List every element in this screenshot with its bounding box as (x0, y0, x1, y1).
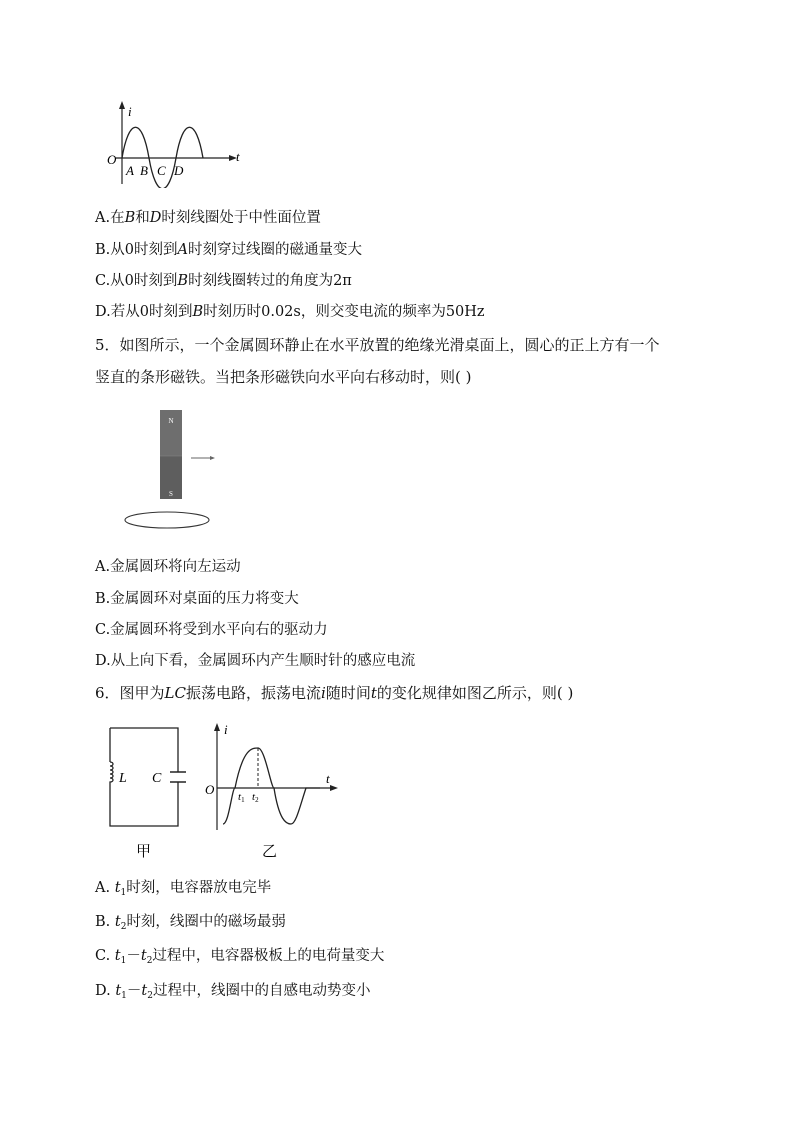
q5-option-c[interactable]: C.金属圆环将受到水平向右的驱动力 (95, 622, 328, 638)
q5-option-a[interactable]: A.金属圆环将向左运动 (95, 559, 241, 575)
q4-y-arrow (119, 101, 125, 109)
q6-stem: 6．图甲为LC振荡电路，振荡电流i随时间t的变化规律如图乙所示，则( ) (95, 684, 574, 702)
inductor-label: L (119, 771, 127, 786)
q5-stem-line1: 5．如图所示，一个金属圆环静止在水平放置的绝缘光滑桌面上，圆心的正上方有一个 (95, 336, 660, 354)
q6-option-a[interactable]: A. $t_1$时刻，电容器放电完毕 (95, 880, 272, 898)
q6-y-arrow (214, 723, 220, 731)
capacitor-label: C (152, 771, 162, 786)
q6-x-arrow (330, 785, 338, 791)
q4-axis-x-label: t (236, 149, 240, 164)
q4-sine-graph (100, 98, 250, 188)
caption-left: 甲 (136, 844, 152, 860)
q4-point-a: A (126, 163, 134, 178)
q4-option-d[interactable]: D.若从0时刻到B时刻历时0.02s，则交变电流的频率为50Hz (95, 304, 485, 320)
q4-option-a[interactable]: A.在B和D时刻线圈处于中性面位置 (95, 210, 321, 226)
q4-axis-y-label: i (128, 104, 132, 119)
q6-origin-label: O (205, 782, 215, 797)
q6-t1-label: t1 (238, 791, 245, 804)
q6-t2-label: t2 (252, 791, 259, 804)
magnet-north-label: N (168, 417, 174, 425)
q5-magnet-figure (115, 405, 225, 535)
q4-option-c[interactable]: C.从0时刻到B时刻线圈转过的角度为2π (95, 273, 352, 289)
q6-option-c[interactable]: C. $t_1-t_2$过程中，电容器极板上的电荷量变大 (95, 948, 385, 966)
q6-option-b[interactable]: B. $t_2$时刻，线圈中的磁场最弱 (95, 914, 286, 932)
q5-stem-line2: 竖直的条形磁铁。当把条形磁铁向水平向右移动时，则( ) (95, 368, 472, 386)
motion-arrow-head (210, 456, 215, 460)
q5-option-b[interactable]: B.金属圆环对桌面的压力将变大 (95, 591, 299, 607)
q4-option-b[interactable]: B.从0时刻到A时刻穿过线圈的磁通量变大 (95, 242, 362, 258)
q6-axis-x-label: t (326, 771, 330, 786)
caption-right: 乙 (262, 844, 278, 860)
q6-lc-circuit (100, 720, 190, 860)
q4-point-d: D (174, 163, 184, 178)
q6-oscillation-graph (200, 718, 345, 860)
q4-point-c: C (157, 163, 166, 178)
q4-point-b: B (140, 163, 148, 178)
q6-oscillation-curve (223, 748, 320, 824)
inductor-coil-icon (110, 762, 113, 788)
q5-option-d[interactable]: D.从上向下看，金属圆环内产生顺时针的感应电流 (95, 653, 416, 669)
metal-ring (125, 512, 209, 528)
q6-axis-y-label: i (224, 722, 228, 737)
q4-origin-label: O (107, 152, 117, 167)
q6-option-d[interactable]: D. $t_1-t_2$过程中，线圈中的自感电动势变小 (95, 983, 371, 1001)
magnet-south-label: S (169, 490, 173, 498)
